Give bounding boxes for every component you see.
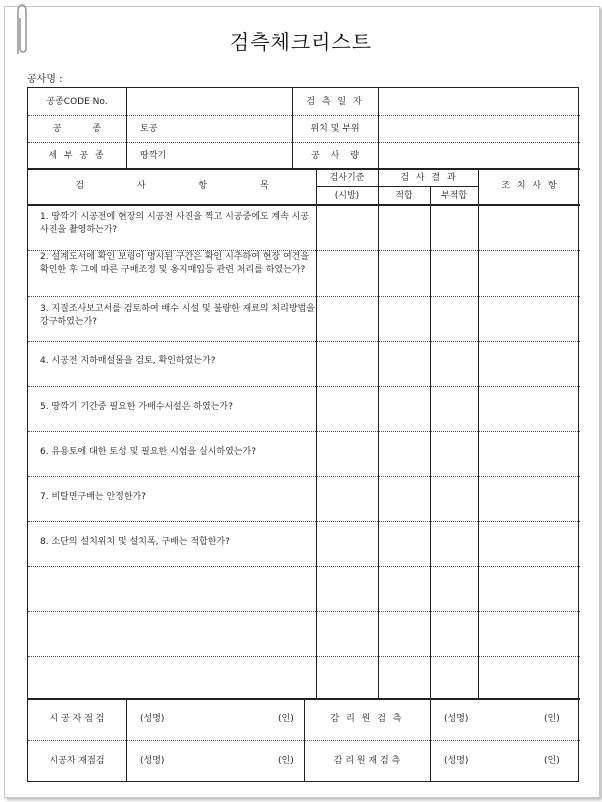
list-item: 2. 설계도서에 확인 보링이 명시된 구간은 확인 시추하여 현장 여건을 확인한 후 그에 따른 구배조정 및 옹지매입등 관련 처리를 하였는가? — [40, 252, 310, 275]
checklist-table — [27, 87, 579, 782]
supervisor-recheck-seal: (인) — [544, 756, 560, 766]
quantity-label: 공 사 량 — [311, 151, 359, 161]
supervisor-recheck-label: 감 리 원 재 검 측 — [333, 756, 401, 766]
column-pass: 적합 — [395, 191, 413, 201]
supervisor-check-name: (성명) — [444, 714, 469, 724]
contractor-recheck-seal: (인) — [278, 756, 294, 766]
list-item: 1. 땅깍기 시공전에 현장의 시공전 사진을 찍고 시공중에도 계속 시공 사진을 촬영하는가? — [40, 212, 310, 235]
column-action: 조 치 사 항 — [501, 181, 557, 191]
list-item: 3. 지질조사보고서를 검토하여 배수 시설 및 불량한 재료의 처리방법을 강구하였는가? — [40, 304, 315, 327]
contractor-check-seal: (인) — [278, 714, 294, 724]
sub-work-label: 세 부 공 종 — [48, 151, 106, 161]
page-title: 검측체크리스트 — [229, 30, 373, 54]
column-criteria-sub: (시방) — [334, 191, 360, 201]
list-item: 8. 소단의 설치위치 및 설치폭, 구배는 적합한가? — [40, 537, 230, 547]
work-type-label: 공 종 — [52, 124, 102, 134]
supervisor-check-seal: (인) — [544, 714, 560, 724]
list-item: 5. 땅깍기 기간중 필요한 가배수시설은 하였는가? — [40, 402, 233, 412]
sub-work-value: 땅깍기 — [140, 151, 167, 161]
location-label: 위치 및 부위 — [310, 124, 360, 134]
work-type-value: 토공 — [140, 124, 158, 134]
supervisor-check-label: 감 리 원 검 측 — [330, 714, 404, 724]
work-code-label: 공종CODE No. — [46, 97, 108, 107]
column-fail: 부적합 — [440, 191, 468, 201]
contractor-check-name: (성명) — [140, 714, 165, 724]
inspection-date-label: 검 측 일 자 — [306, 97, 364, 107]
column-items: 검 사 항 목 — [75, 181, 269, 191]
contractor-recheck-name: (성명) — [140, 756, 165, 766]
contractor-recheck-label: 시공자 재점검 — [49, 756, 105, 766]
list-item: 6. 유용토에 대한 토성 및 필요한 시험을 실시하였는가? — [40, 447, 256, 457]
project-name-label: 공사명 : — [27, 74, 63, 85]
list-item: 4. 시공전 지하매설물을 검토, 확인하였는가? — [40, 356, 216, 366]
supervisor-recheck-name: (성명) — [444, 756, 469, 766]
contractor-check-label: 시 공 자 점 검 — [49, 714, 105, 724]
column-criteria: 검사기준 — [329, 173, 365, 183]
list-item: 7. 비탈면구배는 안정한가? — [40, 492, 147, 502]
column-result: 검 사 결 과 — [400, 173, 456, 183]
